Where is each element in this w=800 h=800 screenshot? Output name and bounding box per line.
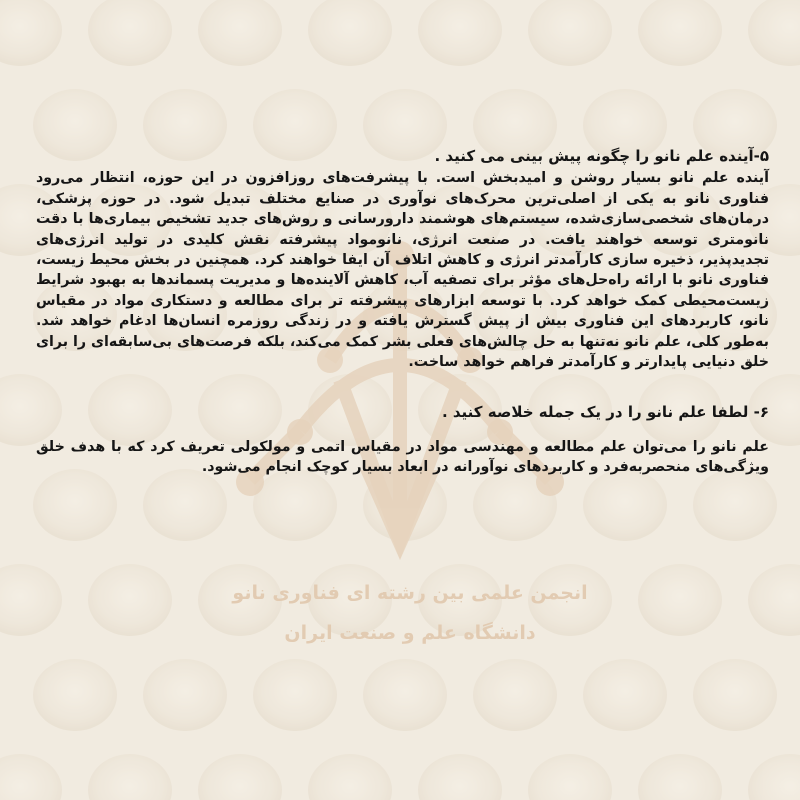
document-body: [36, 146, 769, 478]
section-spacer: [36, 372, 769, 402]
question-6: ۶- لطفا علم نانو را در یک جمله خلاصه کنید .: [441, 403, 769, 422]
watermark-university-name: دانشگاه علم و صنعت ایران: [284, 622, 536, 644]
answer-5: آینده علم نانو بسیار روشن و امیدبخش است. با پیشرفت‌های روزافزون در این حوزه، انتظار می‌رود فناوری نانو به یکی از اصلی‌ترین محرک‌های نوآوری در صنایع مختلف تبدیل شود. در حوزه پزشکی، درمان‌های شخصی‌سازی‌شده، سیستم‌های هوشمند دارورسانی و روش‌های جدید تشخیص بیماری‌ها با دقت نانومتری توسعه خواهند یافت. در صنعت انرژی، نانومواد پیشرفته نقش کلیدی در تولید انرژی‌های تجدیدپذیر، ذخیره سازی کارآمدتر انرژی و کاهش اتلاف آن ایفا خواهند کرد. همچنین در بخش محیط زیست، فناوری نانو با ارائه راه‌حل‌های مؤثر برای تصفیه آب، کاهش آلاینده‌ها و مدیریت پسماندها به بهبود شرایط زیست‌محیطی کمک خواهد کرد. با توسعه ابزارهای پیشرفته تر برای مطالعه و دستکاری مواد در مقیاس نانو، کاربردهای این فناوری بیش از پیش گسترش یافته و در زندگی روزمره انسان‌ها ادغام خواهد شد. به‌طور کلی، علم نانو نه‌تنها به حل چالش‌های فعلی بشر کمک می‌کند، بلکه فرصت‌های بی‌سابقه‌ای را برای خلق دنیایی پایدارتر و کارآمدتر فراهم خواهد ساخت.: [36, 170, 769, 371]
answer-6: علم نانو را می‌توان علم مطالعه و مهندسی مواد در مقیاس اتمی و مولکولی تعریف کرد که با هدف خلق ویژگی‌های منحصربه‌فرد و کاربردهای نوآورانه در ابعاد بسیار کوچک انجام می‌شود.: [36, 438, 769, 476]
question-5: ۵-آینده علم نانو را چگونه پیش بینی می کنید .: [434, 147, 769, 165]
watermark-society-name: انجمن علمی بین رشته ای فناوری نانو: [232, 582, 588, 604]
